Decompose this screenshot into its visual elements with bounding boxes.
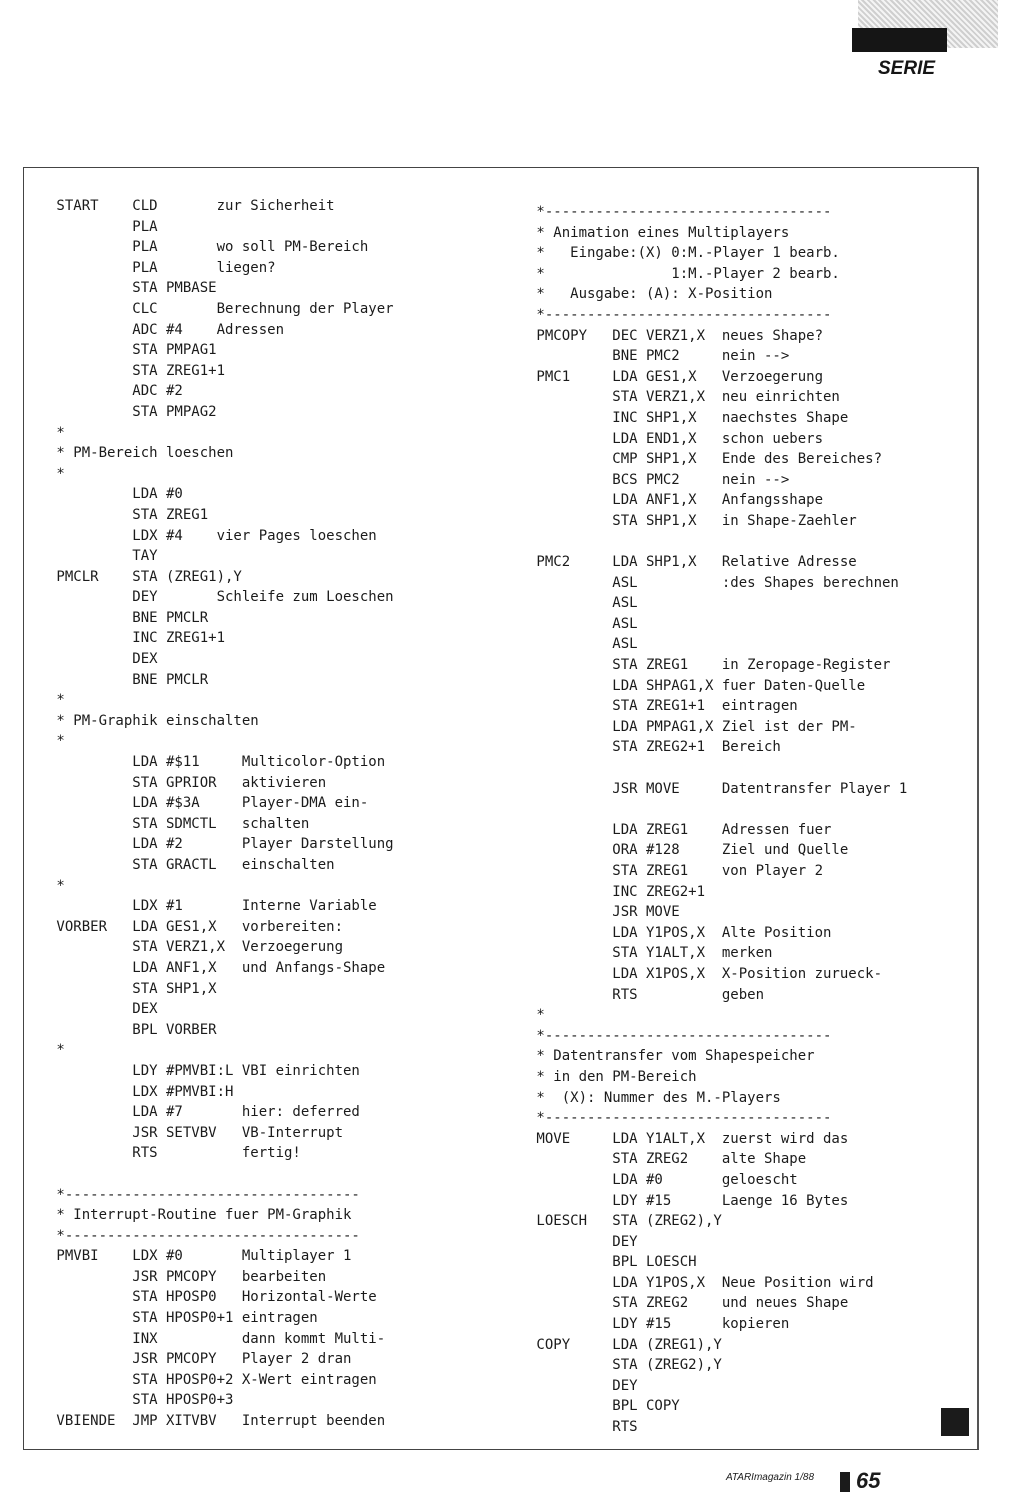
left-code-line: RTS fertig! [48,1145,301,1162]
left-code-line: ADC #4 Adressen [48,321,285,338]
right-code-line [528,799,907,820]
left-code-line: STA PMBASE [48,280,217,297]
left-code-line: * [48,877,65,894]
left-code-line: CLC Berechnung der Player [48,300,394,317]
left-code-line: START CLD zur Sicherheit [48,198,335,214]
left-code-line: * [48,465,65,482]
left-code-line: * [48,424,65,441]
right-code-line: BNE PMC2 nein --> [528,348,790,365]
right-code-line: * Animation eines Multiplayers [528,224,790,241]
right-code-line: JSR MOVE Datentransfer Player 1 [528,780,908,797]
right-code-line: *---------------------------------- [528,1110,832,1127]
right-code-line: LDA SHPAG1,X fuer Daten-Quelle [528,677,866,694]
left-code-line: STA HPOSP0+2 X-Wert eintragen [48,1371,377,1388]
left-code-line: DEX [48,1001,158,1018]
right-code-line: COPY LDA (ZREG1),Y [528,1336,722,1353]
left-code-line: STA GRACTL einschalten [48,857,335,873]
right-code-line: * Eingabe:(X) 0:M.-Player 1 bearb. [528,245,840,262]
left-code-line: STA PMPAG2 [48,403,217,420]
right-code-line: STA Y1ALT,X merken [528,945,773,962]
right-code-line: LDY #15 kopieren [528,1316,790,1333]
right-code-line: DEY [528,1233,638,1250]
right-code-line: STA (ZREG2),Y [528,1357,722,1374]
left-code-line: STA ZREG1 [48,506,209,523]
right-code-line: JSR MOVE [528,904,680,921]
left-code-line: PMCLR STA (ZREG1),Y [48,568,242,585]
right-code-line: BPL LOESCH [528,1254,697,1271]
right-code-line: STA ZREG2 alte Shape [528,1151,807,1168]
left-code-line: PLA [48,218,158,235]
left-code-line: STA SHP1,X [48,980,217,997]
left-code-line: STA PMPAG1 [48,342,217,359]
right-code-line: ASL :des Shapes berechnen [528,574,899,591]
left-code-line: JSR PMCOPY bearbeiten [48,1268,327,1285]
left-code-line: STA HPOSP0+1 eintragen [48,1310,318,1327]
right-code-line: RTS geben [528,986,765,1003]
right-code-line: RTS [528,1419,638,1436]
right-code-line: LDA PMPAG1,X Ziel ist der PM- [528,718,857,735]
left-code-line: JSR PMCOPY Player 2 dran [48,1351,352,1368]
right-code-line: * Datentransfer vom Shapespeicher [528,1048,815,1065]
right-code-line: LDY #15 Laenge 16 Bytes [528,1192,849,1209]
right-code-line: * Ausgabe: (A): X-Position [528,286,773,303]
right-code-line: INC ZREG2+1 [528,883,706,900]
left-code-line: DEY Schleife zum Loeschen [48,589,394,606]
right-code-line: CMP SHP1,X Ende des Bereiches? [528,451,883,468]
left-code-line: * [48,1042,65,1059]
right-code-line: ASL [528,636,638,653]
left-code-line: LDA #$3A Player-DMA ein- [48,795,369,812]
section-marker-bar [852,28,947,52]
right-code-line: ASL [528,595,638,612]
right-code-line: * 1:M.-Player 2 bearb. [528,265,840,282]
left-code-line: STA VERZ1,X Verzoegerung [48,939,344,956]
right-code-line: ORA #128 Ziel und Quelle [528,842,849,859]
left-code-line: LDA ANF1,X und Anfangs-Shape [48,959,386,976]
right-code-line: LDA ZREG1 Adressen fuer [528,821,832,838]
left-code-line: *----------------------------------- [48,1227,360,1244]
left-code-line: LDX #4 vier Pages loeschen [48,527,377,544]
right-code-line: PMCOPY DEC VERZ1,X neues Shape? [528,327,824,344]
right-code-line: *---------------------------------- [528,1027,832,1044]
listing-left-column [48,196,394,1432]
right-code-line: * in den PM-Bereich [528,1068,697,1085]
left-code-line: *----------------------------------- [48,1186,360,1203]
footer-magazine: ATARImagazin 1/88 [726,1472,815,1483]
right-code-line: STA ZREG1 von Player 2 [528,863,824,879]
left-code-line: * PM-Graphik einschalten [48,712,259,729]
page-number: 65 [856,1468,881,1493]
right-code-line: STA VERZ1,X neu einrichten [528,389,840,406]
right-code-line: *---------------------------------- [528,204,832,220]
right-code-line [528,532,907,553]
right-code-line: LDA Y1POS,X Neue Position wird [528,1274,874,1291]
right-code-line: * [528,1007,545,1024]
right-code-line: MOVE LDA Y1ALT,X zuerst wird das [528,1130,849,1147]
left-code-line: PMVBI LDX #0 Multiplayer 1 [48,1248,352,1265]
left-code-line: PLA wo soll PM-Bereich [48,239,369,256]
right-code-line: PMC2 LDA SHP1,X Relative Adresse [528,554,857,571]
left-code-line: TAY [48,548,158,565]
right-code-line: LDA #0 geloescht [528,1171,798,1188]
right-code-line: *---------------------------------- [528,306,832,323]
right-code-line: DEY [528,1377,638,1394]
right-code-line: STA SHP1,X in Shape-Zaehler [528,512,857,529]
left-code-line: BNE PMCLR [48,671,209,688]
left-code-line: * PM-Bereich loeschen [48,445,234,462]
right-code-line: BPL COPY [528,1398,680,1415]
right-code-line: LOESCH STA (ZREG2),Y [528,1213,722,1230]
right-code-line [528,758,907,779]
left-code-line: INX dann kommt Multi- [48,1330,386,1347]
left-code-line: VBIENDE JMP XITVBV Interrupt beenden [48,1413,386,1430]
left-code-line: LDY #PMVBI:L VBI einrichten [48,1062,360,1079]
end-marker [941,1408,969,1436]
left-code-line: LDA #7 hier: deferred [48,1104,360,1121]
right-code-line: ASL [528,615,638,632]
section-label: SERIE [878,58,936,79]
left-code-line: BNE PMCLR [48,609,209,626]
right-code-line: BCS PMC2 nein --> [528,471,790,488]
left-code-line: * [48,733,65,750]
left-code-line: STA HPOSP0+3 [48,1392,234,1409]
left-code-line [48,1164,394,1185]
right-code-line: LDA END1,X schon uebers [528,430,824,447]
left-code-line: STA HPOSP0 Horizontal-Werte [48,1289,377,1306]
left-code-line: LDA #2 Player Darstellung [48,836,394,853]
left-code-line: JSR SETVBV VB-Interrupt [48,1124,344,1141]
right-code-line: LDA Y1POS,X Alte Position [528,924,832,941]
left-code-line: STA SDMCTL schalten [48,815,310,832]
right-code-line: LDA X1POS,X X-Position zurueck- [528,965,883,982]
left-code-line: VORBER LDA GES1,X vorbereiten: [48,918,344,935]
left-code-line: INC ZREG1+1 [48,630,226,647]
listing-right-column [528,202,907,1438]
left-code-line: STA GPRIOR aktivieren [48,774,327,791]
footer-bar [840,1472,850,1492]
left-code-line: DEX [48,651,158,668]
right-code-line: STA ZREG2+1 Bereich [528,739,781,756]
left-code-line: LDA #$11 Multicolor-Option [48,754,386,771]
left-code-line: STA ZREG1+1 [48,362,226,379]
right-code-line: STA ZREG2 und neues Shape [528,1295,849,1312]
left-code-line: ADC #2 [48,383,183,400]
left-code-line: * Interrupt-Routine fuer PM-Graphik [48,1207,352,1224]
left-code-line: PLA liegen? [48,259,276,276]
right-code-line: * (X): Nummer des M.-Players [528,1089,781,1106]
left-code-line: BPL VORBER [48,1021,217,1038]
right-code-line: PMC1 LDA GES1,X Verzoegerung [528,368,824,385]
right-code-line: STA ZREG1+1 eintragen [528,698,798,715]
left-code-line: * [48,692,65,709]
right-code-line: LDA ANF1,X Anfangsshape [528,492,824,509]
right-code-line: STA ZREG1 in Zeropage-Register [528,657,891,674]
right-code-line: INC SHP1,X naechstes Shape [528,409,849,426]
left-code-line: LDX #1 Interne Variable [48,898,377,915]
left-code-line: LDA #0 [48,486,183,503]
left-code-line: LDX #PMVBI:H [48,1083,234,1100]
